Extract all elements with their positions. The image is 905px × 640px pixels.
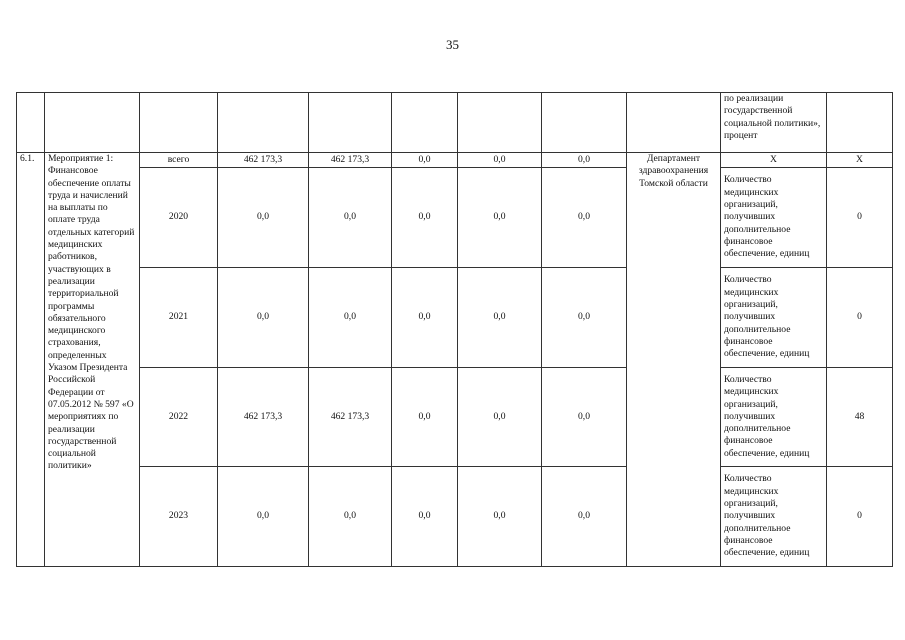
measures-table [16, 92, 893, 567]
continuation-row [17, 93, 893, 153]
indicator-cell: Количество медицинских организаций, получивших дополнительное финансовое обеспечение, единиц [721, 368, 827, 467]
year-row [17, 168, 893, 268]
federal-cell: 0,0 [309, 467, 392, 567]
local-cell: 0,0 [458, 268, 542, 368]
local-cell: 0,0 [458, 467, 542, 567]
cont-empty-cell [140, 93, 218, 153]
total-cell: 0,0 [218, 268, 309, 368]
total-cell: 462 173,3 [218, 368, 309, 467]
local-cell: 0,0 [458, 168, 542, 268]
year-cell: 2022 [140, 368, 218, 467]
measure-name: Мероприятие 1: Финансовое обеспечение оплаты труда и начислений на выплаты по оплате труда отдельных категорий медицинских работников, участвующих в реализации территориальной программы обязательного медицинского страхования, определенных Указом Президента Российской Федерации от 07.05.2012 № 597 «О мероприятиях по реализации государственной социальной политики» [45, 153, 140, 567]
other-cell: 0,0 [542, 153, 627, 168]
total-row [17, 153, 893, 168]
other-cell: 0,0 [542, 268, 627, 368]
year-row [17, 467, 893, 567]
year-cell: 2023 [140, 467, 218, 567]
cont-empty-cell [542, 93, 627, 153]
total-cell: 462 173,3 [218, 153, 309, 168]
cont-empty-cell [17, 93, 45, 153]
federal-cell: 0,0 [309, 268, 392, 368]
regional-cell: 0,0 [392, 467, 458, 567]
value-cell: 0 [827, 168, 893, 268]
regional-cell: 0,0 [392, 368, 458, 467]
local-cell: 0,0 [458, 153, 542, 168]
year-row [17, 268, 893, 368]
measure-number: 6.1. [17, 153, 45, 567]
regional-cell: 0,0 [392, 153, 458, 168]
total-cell: 0,0 [218, 168, 309, 268]
value-cell: Х [827, 153, 893, 168]
total-cell: 0,0 [218, 467, 309, 567]
page-number: 35 [446, 37, 459, 52]
year-cell: 2020 [140, 168, 218, 268]
cont-indicator-cell: по реализации государственной социальной политики», процент [721, 93, 827, 153]
indicator-cell: Количество медицинских организаций, получивших дополнительное финансовое обеспечение, единиц [721, 168, 827, 268]
regional-cell: 0,0 [392, 168, 458, 268]
federal-cell: 462 173,3 [309, 153, 392, 168]
indicator-cell: Х [721, 153, 827, 168]
cont-empty-cell [627, 93, 721, 153]
federal-cell: 462 173,3 [309, 368, 392, 467]
other-cell: 0,0 [542, 467, 627, 567]
value-cell: 0 [827, 268, 893, 368]
cont-empty-cell [218, 93, 309, 153]
other-cell: 0,0 [542, 168, 627, 268]
indicator-cell: Количество медицинских организаций, получивших дополнительное финансовое обеспечение, единиц [721, 268, 827, 368]
cont-empty-cell [392, 93, 458, 153]
year-cell: 2021 [140, 268, 218, 368]
year-cell: всего [140, 153, 218, 168]
local-cell: 0,0 [458, 368, 542, 467]
year-row [17, 368, 893, 467]
other-cell: 0,0 [542, 368, 627, 467]
executor-cell: Департамент здравоохранения Томской области [627, 153, 721, 567]
cont-empty-cell [827, 93, 893, 153]
value-cell: 48 [827, 368, 893, 467]
cont-empty-cell [45, 93, 140, 153]
cont-empty-cell [309, 93, 392, 153]
value-cell: 0 [827, 467, 893, 567]
regional-cell: 0,0 [392, 268, 458, 368]
federal-cell: 0,0 [309, 168, 392, 268]
cont-empty-cell [458, 93, 542, 153]
indicator-cell: Количество медицинских организаций, получивших дополнительное финансовое обеспечение, единиц [721, 467, 827, 567]
